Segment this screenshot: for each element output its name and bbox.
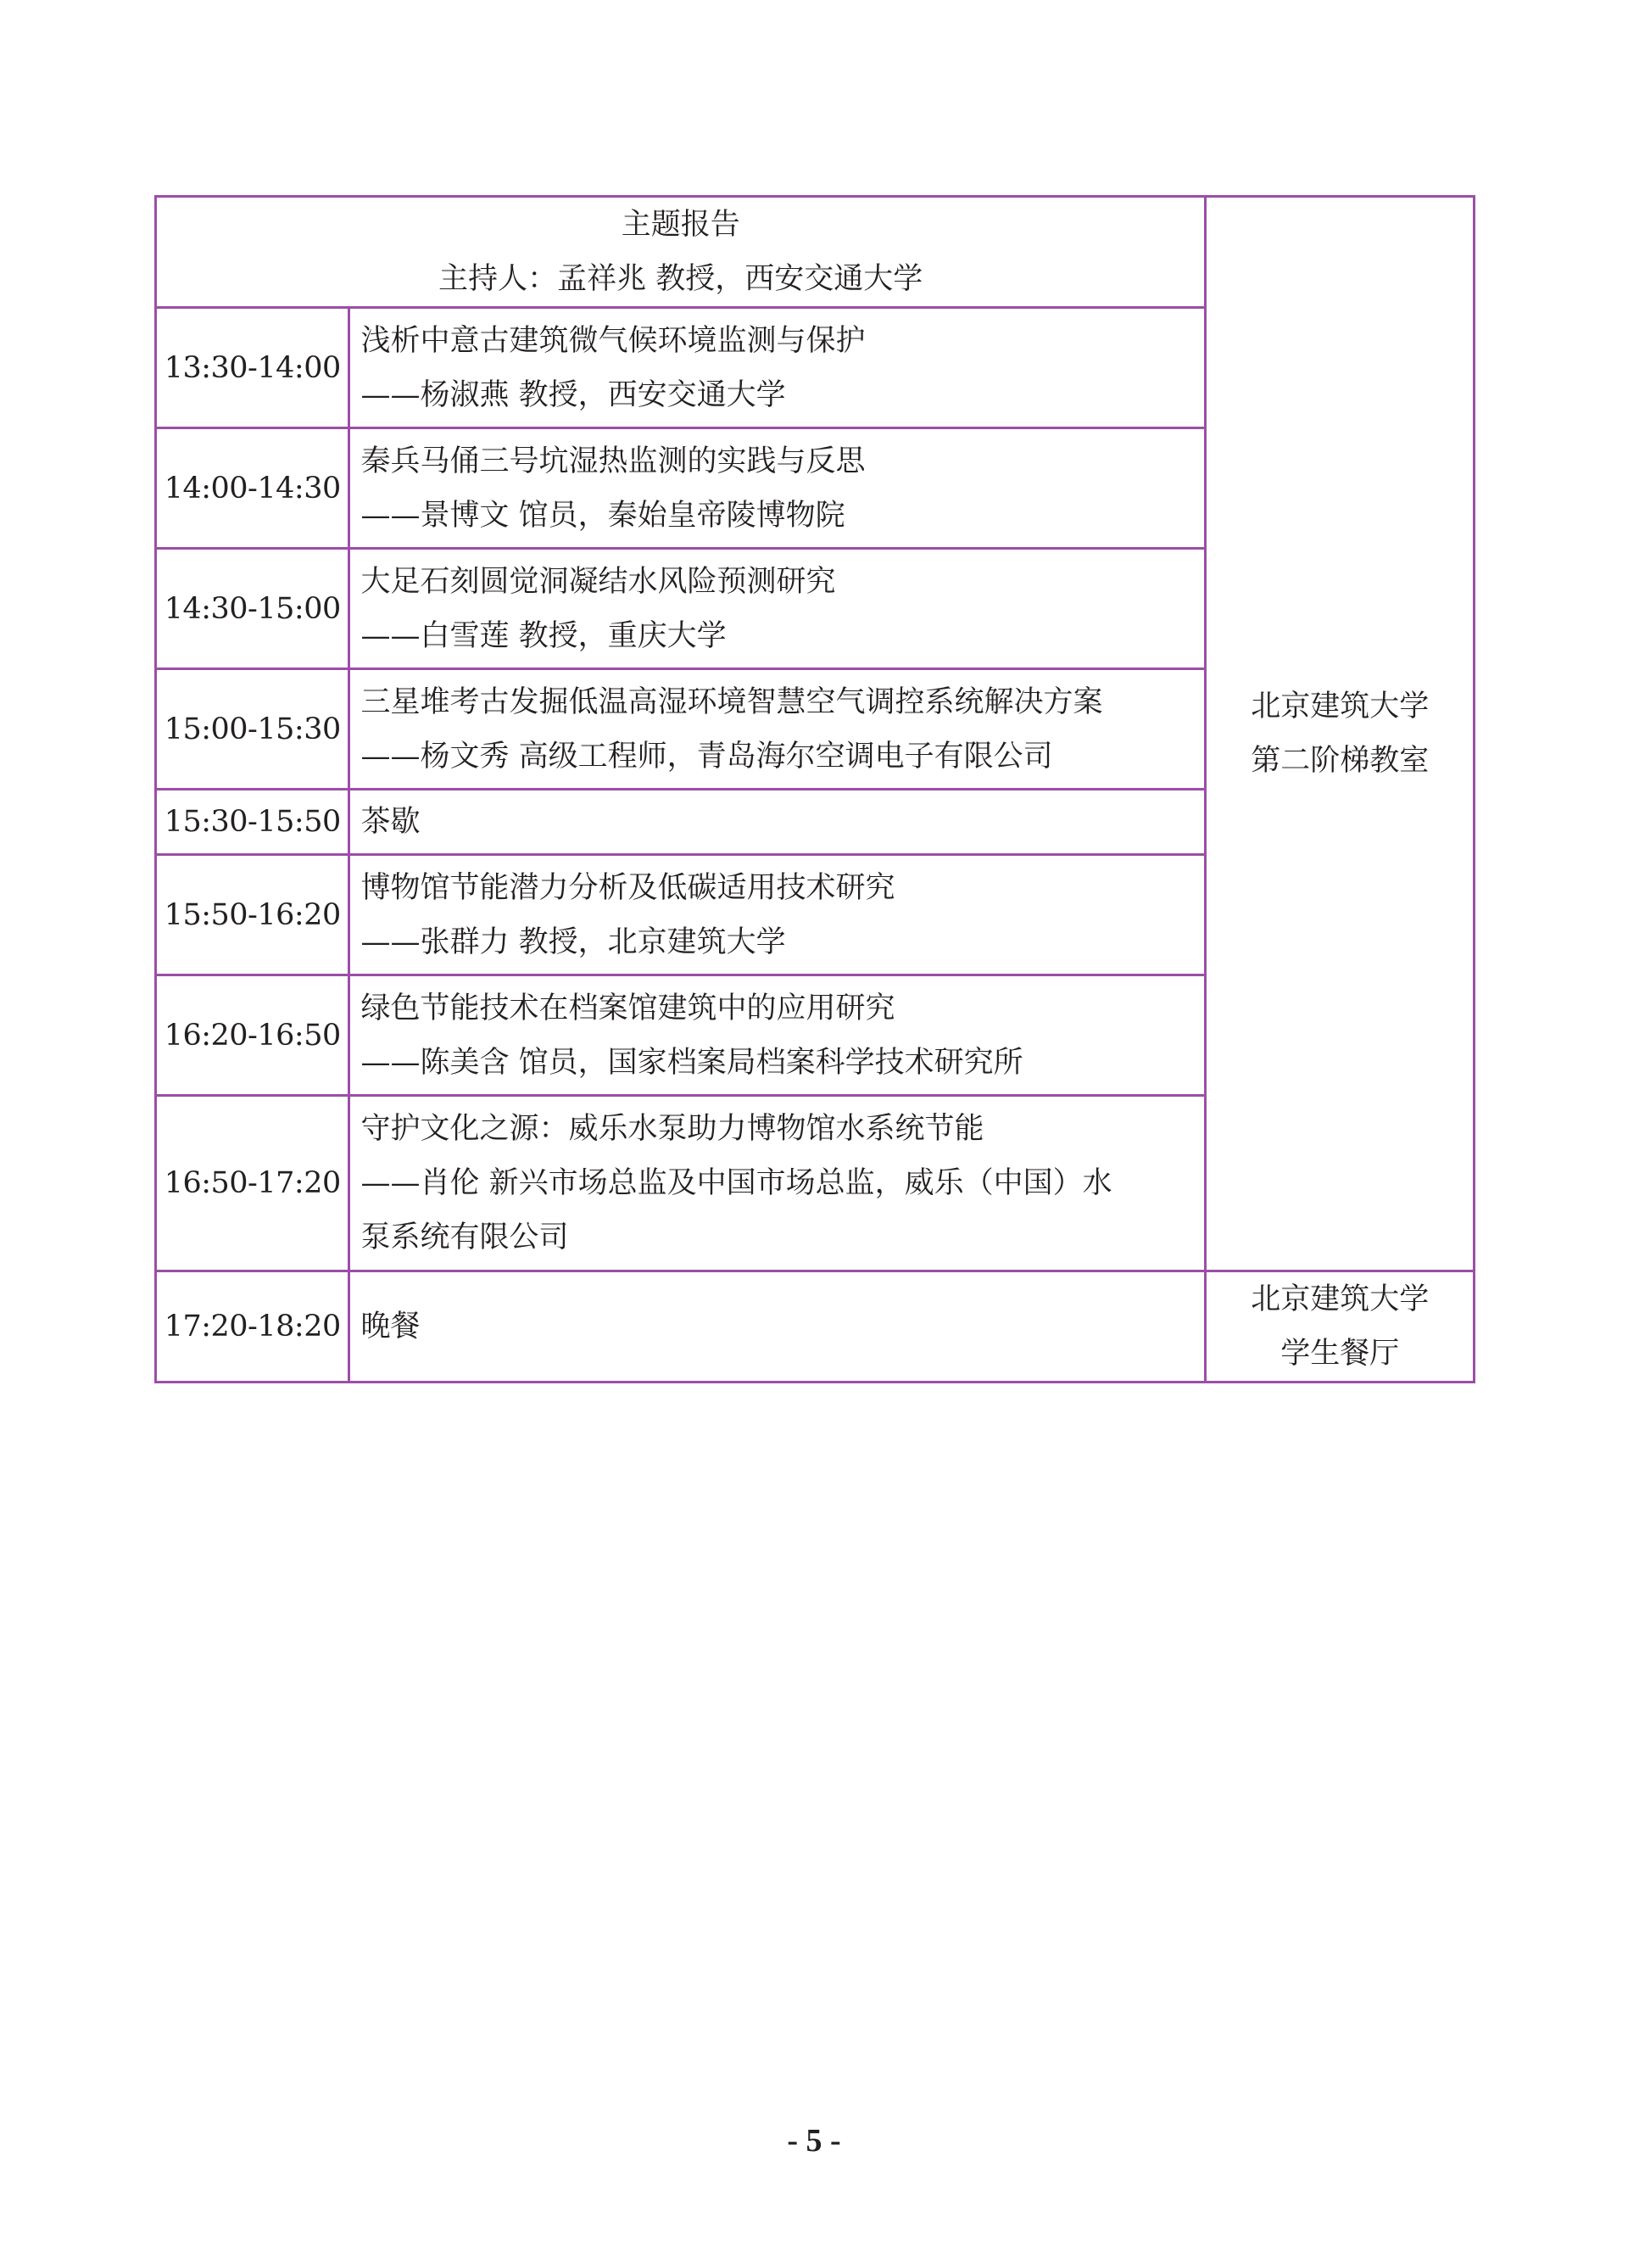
time-cell: 15:50-16:20: [156, 855, 349, 975]
time-cell: 15:30-15:50: [156, 790, 349, 855]
page-number: - 5 -: [787, 2123, 841, 2159]
topic-cell: [349, 975, 1206, 1096]
session-title: 主题报告: [621, 208, 740, 242]
time-cell: 14:00-14:30: [156, 428, 349, 549]
dinner-venue-line-2: 学生餐厅: [1280, 1337, 1400, 1371]
time-cell: 13:30-14:00: [156, 308, 349, 428]
time-cell: 17:20-18:20: [156, 1271, 349, 1383]
break-cell: [349, 790, 1206, 855]
dinner-label: 晚餐: [360, 1310, 421, 1343]
topic-cell: [349, 855, 1206, 975]
talk-speaker: ——白雪莲 教授，重庆大学: [360, 618, 727, 653]
session-header-cell: [156, 197, 1206, 308]
time-cell: 16:50-17:20: [156, 1096, 349, 1271]
time-cell: 16:20-16:50: [156, 975, 349, 1096]
time-cell: 15:00-15:30: [156, 669, 349, 790]
talk-speaker: ——景博文 馆员，秦始皇帝陵博物院: [360, 498, 845, 533]
session-host: 主持人：孟祥兆 教授，西安交通大学: [438, 262, 923, 296]
topic-cell: [349, 549, 1206, 669]
talk-title: 绿色节能技术在档案馆建筑中的应用研究: [360, 991, 895, 1025]
dinner-cell: [349, 1271, 1206, 1383]
table-row: [156, 1271, 1475, 1383]
time-cell: 14:30-15:00: [156, 549, 349, 669]
topic-cell: [349, 308, 1206, 428]
break-label: 茶歇: [360, 805, 421, 839]
topic-cell: [349, 1096, 1206, 1271]
session-venue-line-2: 第二阶梯教室: [1251, 744, 1430, 778]
talk-title: 三星堆考古发掘低温高湿环境智慧空气调控系统解决方案: [360, 684, 1103, 719]
talk-title: 浅析中意古建筑微气候环境监测与保护: [360, 323, 866, 358]
talk-title: 大足石刻圆觉洞凝结水风险预测研究: [360, 564, 836, 599]
dinner-venue-line-1: 北京建筑大学: [1251, 1282, 1430, 1316]
talk-title: 守护文化之源：威乐水泵助力博物馆水系统节能: [360, 1112, 984, 1146]
talk-speaker: ——陈美含 馆员，国家档案局档案科学技术研究所: [360, 1045, 1023, 1080]
talk-title: 秦兵马俑三号坑湿热监测的实践与反思: [360, 444, 866, 478]
session-venue-cell: [1206, 197, 1475, 1271]
topic-cell: [349, 669, 1206, 790]
schedule-table: [154, 195, 1475, 1383]
talk-speaker: ——杨文秀 高级工程师，青岛海尔空调电子有限公司: [360, 739, 1053, 774]
talk-speaker: ——肖伦 新兴市场总监及中国市场总监，威乐（中国）水: [360, 1166, 1112, 1200]
session-header-row: [156, 197, 1475, 308]
talk-speaker: ——杨淑燕 教授，西安交通大学: [360, 377, 786, 412]
talk-speaker: ——张群力 教授，北京建筑大学: [360, 925, 786, 959]
talk-speaker-continued: 泵系统有限公司: [360, 1221, 569, 1254]
talk-title: 博物馆节能潜力分析及低碳适用技术研究: [360, 870, 895, 905]
dinner-venue-cell: [1206, 1271, 1475, 1383]
topic-cell: [349, 428, 1206, 549]
session-venue-line-1: 北京建筑大学: [1251, 690, 1430, 723]
